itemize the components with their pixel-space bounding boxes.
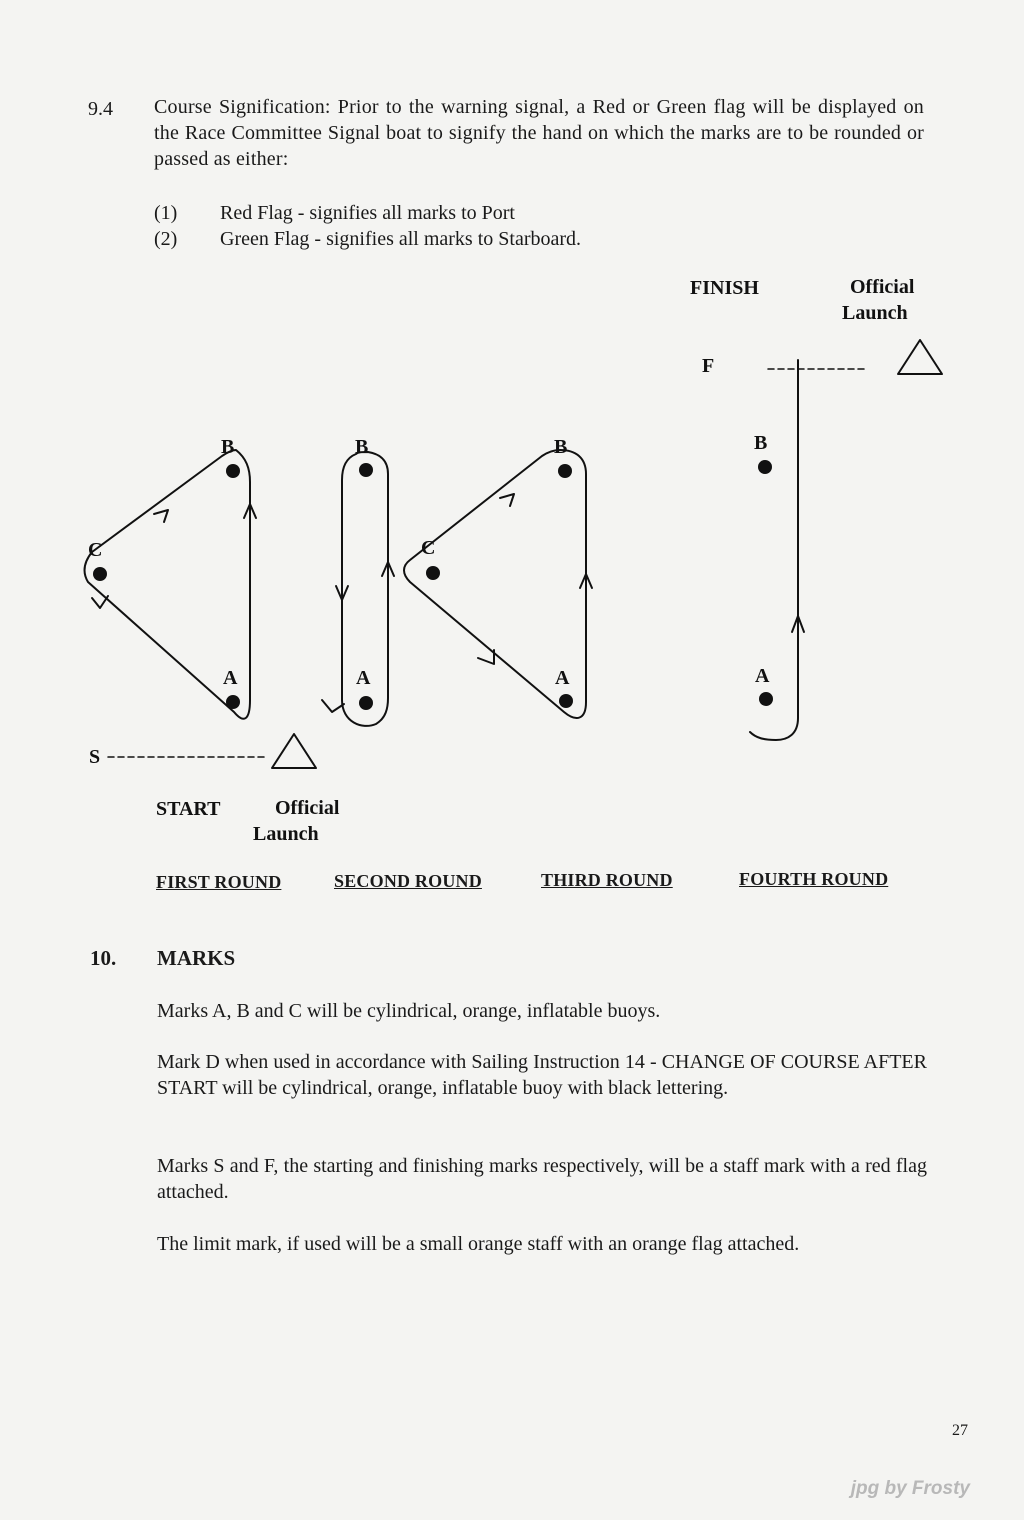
- round-3-label-b: B: [554, 436, 568, 458]
- round-1-label-a: A: [223, 667, 238, 689]
- finish-label: FINISH: [690, 277, 759, 299]
- round-2-label-b: B: [355, 436, 369, 458]
- list-item-red-flag: [154, 200, 854, 226]
- round-2-label-a: A: [356, 667, 371, 689]
- paragraph: Mark D when used in accordance with Sailing Instruction 14 - CHANGE OF COURSE AFTER START will be cylindrical, orange, inflatable buoy with black lettering.: [157, 1051, 927, 1099]
- round-4-label-a: A: [755, 665, 770, 687]
- round-2-arrow: [322, 700, 344, 712]
- round-3-arrow: [500, 494, 514, 506]
- round-label-fourth: FOURTH ROUND: [739, 869, 889, 889]
- round-2-mark-a: [359, 696, 373, 710]
- round-1-arrow: [92, 596, 108, 608]
- round-3-label-a: A: [555, 667, 570, 689]
- section-number-9-4: 9.4: [88, 98, 113, 120]
- round-1-mark-a: [226, 695, 240, 709]
- section-10-heading: MARKS: [157, 946, 236, 970]
- mark-f-label: F: [702, 355, 715, 377]
- round-3-label-c: C: [421, 537, 436, 559]
- round-4-mark-a: [759, 692, 773, 706]
- list-item-number: (1): [154, 202, 178, 224]
- start-official-launch-triangle: [272, 734, 316, 768]
- section-number-10: 10.: [90, 946, 117, 970]
- round-3-mark-a: [559, 694, 573, 708]
- finish-launch-label-line1: Official: [850, 276, 915, 298]
- round-3-mark-c: [426, 566, 440, 580]
- round-label-second: SECOND ROUND: [334, 871, 482, 891]
- section-9-4-text: Course Signification: Prior to the warning signal, a Red or Green flag will be displayed on the Race Committee Signal boat to signify the hand on which the marks are to be rounded or passed as either:: [154, 96, 924, 170]
- list-item-number: (2): [154, 228, 178, 250]
- list-item-text: Green Flag - signifies all marks to Starboard.: [220, 228, 582, 250]
- round-label-third: THIRD ROUND: [541, 870, 673, 890]
- paragraph: Marks A, B and C will be cylindrical, orange, inflatable buoys.: [157, 1000, 661, 1022]
- round-1-mark-b: [226, 464, 240, 478]
- round-1-label-b: B: [221, 436, 235, 458]
- paragraph: Marks S and F, the starting and finishing marks respectively, will be a staff mark with a red flag attached.: [157, 1155, 927, 1203]
- finish-launch-label-line2: Launch: [842, 302, 908, 324]
- round-label-first: FIRST ROUND: [156, 872, 282, 892]
- start-launch-label-line2: Launch: [253, 823, 319, 845]
- round-4-label-b: B: [754, 432, 768, 454]
- round-1-arrow: [154, 510, 168, 522]
- photo-credit-watermark: jpg by Frosty: [850, 1478, 970, 1499]
- start-label: START: [156, 798, 221, 820]
- mark-s-label: S: [89, 746, 101, 768]
- round-1-mark-c: [93, 567, 107, 581]
- finish-official-launch-triangle: [898, 340, 942, 374]
- start-launch-label-line1: Official: [275, 797, 340, 819]
- list-item-green-flag: [154, 226, 854, 252]
- list-item-text: Red Flag - signifies all marks to Port: [220, 202, 515, 224]
- round-3-mark-b: [558, 464, 572, 478]
- round-2-mark-b: [359, 463, 373, 477]
- paragraph: The limit mark, if used will be a small orange staff with an orange flag attached.: [157, 1233, 800, 1255]
- round-4-mark-b: [758, 460, 772, 474]
- round-1-label-c: C: [88, 539, 103, 561]
- page-number: 27: [952, 1422, 968, 1439]
- course-diagram: [0, 260, 1024, 860]
